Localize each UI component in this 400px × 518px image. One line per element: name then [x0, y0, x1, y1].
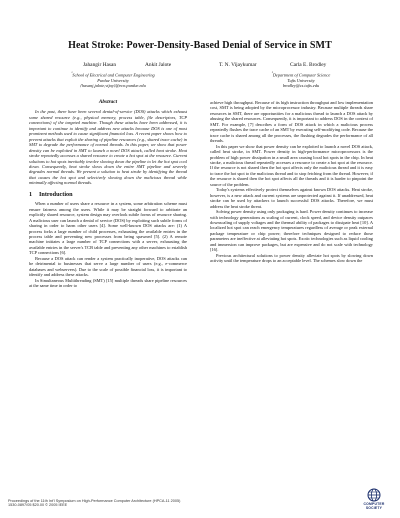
paragraph: Solving power density using only packaging is hard. Power density continues to increase with technology generations as scaling of current, clock speed, and device density outpaces downscaling of supply voltages and the thermal ability of packages to dissipate heat [10]. A localized hot spot can reach emergency temperatures regardless of average or peak external package temperature or chip power; therefore techniques designed to reduce those parameters are ineffective at alleviating hot spots. Exotic technologies such as liquid cooling and immersion can improve packages, but are expensive and do not scale with technology [16]. — [210, 209, 373, 253]
computer-society-logo — [360, 488, 388, 510]
right-column — [210, 100, 373, 264]
paragraph: Previous architectural solutions to power density alleviate hot spots by slowing down activity until the temperature drops to an acceptable level. The schemes slow down the — [210, 252, 373, 264]
author-name: T. N. Vijaykumar — [219, 62, 257, 68]
globe-icon — [367, 488, 381, 502]
left-column — [29, 100, 187, 289]
footer-copyright: 1530-0897/05 $20.00 © 2005 IEEE — [8, 503, 68, 508]
affiliation-mark: ² — [271, 71, 273, 75]
paragraph: In this paper we show that power density can be exploited to launch a novel DOS attack, called heat stroke, in SMT. Power density in high-performance microprocessors is the problem of high power dissipation in a small area causing local hot spots in the chip. In heat stroke, a malicious thread repeatedly accesses a resource to create a hot spot at the resource. If the resource is not shared then the hot spot affects only the malicious thread and it is easy to trace the hot spot to the malicious thread and to stop fetching from the thread. However, if the resource is shared then the hot spot affects all the threads and it is harder to pinpoint the source of the problem. — [210, 143, 373, 187]
logo-text: SOCIETY — [365, 506, 383, 510]
section-title: Introduction — [39, 190, 73, 198]
affiliation-email: {hasanj,jalote,vijay}@ecn.purdue.edu — [80, 83, 146, 89]
abstract-text: In the past, there have been several denial-of-service (DOS) attacks which exhaust some shared resource (e.g., physical memory, process table, file descriptors, TCP connections) of the targeted machine. Though these attacks have been addressed, it is important to continue to identify and address new attacks because DOS is one of most prominent methods used to cause significant financial loss. A recent paper shows how to prevent attacks that exploit the sharing of pipeline resources (e.g., shared trace cache) in SMT to degrade the performance of normal threads. In this paper, we show that power density can be exploited in SMT to launch a novel DOS attack, called heat stroke. Heat stroke repeatedly accesses a shared resource to create a hot spot at the resource. Current solutions to hot spots inevitably involve slowing down the pipeline to let the hot spot cool down. Consequently, heat stroke slows down the entire SMT pipeline and severely degrades normal threads. We present a solution to heat stroke by identifying the thread that causes the hot spot and selectively slowing down the malicious thread while minimally affecting normal threads. — [29, 109, 187, 186]
footer-proceedings: Proceedings of the 11th Int'l Symposium on High-Performance Computer Architecture (HPCA-11 2005) — [8, 498, 181, 503]
paper-title: Heat Stroke: Power-Density-Based Denial of Service in SMT — [68, 40, 332, 51]
abstract — [29, 100, 187, 186]
affiliation-dept: School of Electrical and Computer Engineering — [72, 72, 155, 78]
paragraph: achieve high throughput. Because of its high instruction throughput and low implementation cost, SMT is being adopted by the microprocessor industry. Because multiple threads share resources in SMT, there are opportunities for a malicious thread to launch a DOS attack by abusing the shared resources. Consequently, it is important to address DOS in the context of SMT. For example, [7] describes a form of DOS attack in which a malicious process repeatedly flushes the trace cache of an SMT by executing self-modifying code. Because the trace cache is shared among all the processes, the flushing degrades the performance of all threads. — [210, 100, 373, 144]
author-name: Ankit Jalote — [145, 62, 172, 68]
paragraph: When a number of users share a resource in a system, some arbitration scheme must ensure fairness among the users. While it may be straight forward to arbitrate an explicitly shared resource, system design may overlook subtle forms of resource sharing. A malicious user can launch a denial of service (DOS) by exploiting such subtle forms of sharing in order to harm other users [4]. Some well-known DOS attacks are: (1) A process forks a large number of child processes, exhausting the available entries in the process table and preventing new processes from being spawned [5]. (2) A remote machine initiates a large number of TCP connections with a server, exhausting the available entries in the server's TCB table and preventing any other machines to establish TCP connections [6]. — [29, 201, 187, 256]
section-number: 1 — [29, 190, 33, 198]
abstract-heading: Abstract — [98, 99, 118, 105]
affiliation-left — [24, 71, 202, 88]
affiliation-right — [212, 71, 390, 88]
page-footer — [8, 499, 180, 508]
author-name: Carla E. Brodley — [290, 62, 327, 68]
affiliation-dept: Department of Computer Science — [272, 72, 331, 78]
section-heading — [29, 192, 187, 197]
affiliation-mark: ¹ — [71, 71, 73, 75]
author-name: Jahangir Hasan — [83, 62, 117, 68]
logo-text: COMPUTER — [363, 502, 385, 506]
paragraph: Today's systems effectively protect themselves against known DOS attacks. Heat stroke, however, is a new attack and current systems are unprotected against it. If unaddressed, heat stroke can be used by attackers to launch successful DOS attacks. Therefore, we must address the heat stroke threat. — [210, 187, 373, 209]
affiliation-inst: Purdue University — [97, 77, 129, 83]
paragraph: In Simultaneous Multithreading (SMT) [15] multiple threads share pipeline resources at the same time in order to — [29, 277, 187, 289]
affiliation-email: brodley@cs.tufts.edu — [282, 83, 320, 89]
paragraph: Because a DOS attack can render a system practically inoperative, DOS attacks can be detrimental to businesses that serve a large number of users (e.g., e-commerce databases and webservers). Due to the scale of possible financial loss, it is important to identify and address these attacks. — [29, 255, 187, 278]
affiliation-inst: Tufts University — [287, 77, 315, 83]
